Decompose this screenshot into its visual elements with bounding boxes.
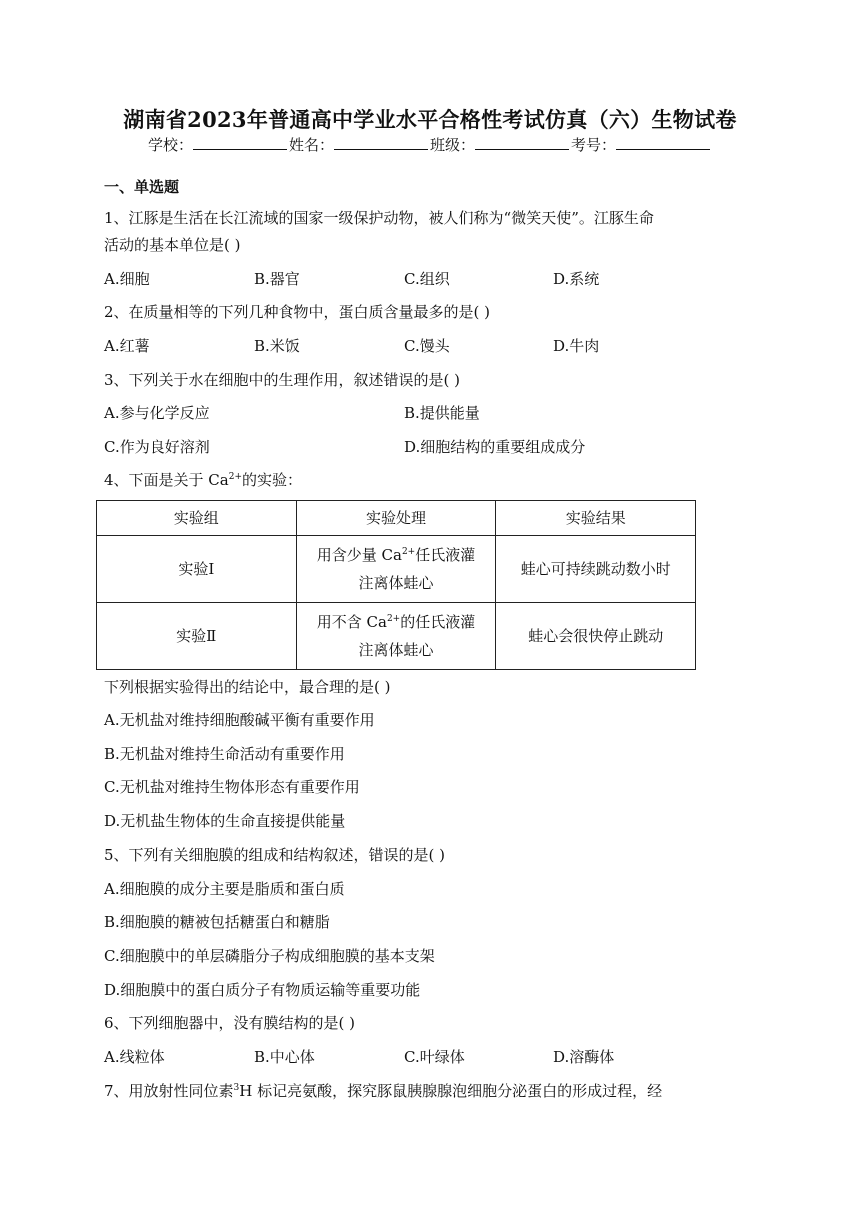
experiment-table	[96, 500, 696, 670]
q4-option-b: B.无机盐对维持生命活动有重要作用	[104, 745, 345, 763]
table-header-row	[97, 501, 696, 536]
treatment-text: 的任氏液灌	[400, 613, 476, 631]
q4-option-d: D.无机盐生物体的生命直接提供能量	[104, 812, 346, 830]
q4-intro	[104, 469, 302, 490]
table-cell-treatment	[296, 536, 496, 603]
q6-option-b: B.中心体	[254, 1048, 315, 1066]
table-cell-result: 蛙心会很快停止跳动	[496, 603, 696, 670]
q4-intro-tail: 的实验：	[242, 471, 303, 489]
q3-stem: 3、下列关于水在细胞中的生理作用，叙述错误的是( )	[104, 371, 461, 389]
class-blank[interactable]	[475, 135, 569, 150]
table-header-cell: 实验结果	[496, 501, 696, 536]
treatment-sup: 2+	[401, 547, 416, 557]
q3-option-b: B.提供能量	[404, 404, 480, 422]
q2-option-c: C.馒头	[404, 337, 450, 355]
q7-text: 7、用放射性同位素	[104, 1082, 234, 1100]
q7-text-tail: H 标记亮氨酸，探究豚鼠胰腺腺泡细胞分泌蛋白的形成过程，经	[239, 1082, 663, 1100]
id-label: 考号：	[571, 136, 617, 154]
q3-option-d: D.细胞结构的重要组成成分	[404, 438, 586, 456]
q2-option-d: D.牛肉	[553, 337, 600, 355]
q4-intro-sup: 2+	[228, 472, 243, 482]
table-cell-group: 实验Ⅰ	[97, 536, 297, 603]
q4-option-a: A.无机盐对维持细胞酸碱平衡有重要作用	[104, 711, 375, 729]
q3-option-c: C.作为良好溶剂	[104, 438, 210, 456]
q4-option-c: C.无机盐对维持生物体形态有重要作用	[104, 778, 360, 796]
q4-question: 下列根据实验得出的结论中，最合理的是( )	[104, 678, 391, 696]
q1-stem-line1: 1、江豚是生活在长江流域的国家一级保护动物，被人们称为“微笑天使”。江豚生命	[104, 209, 654, 227]
q3-option-a: A.参与化学反应	[104, 404, 210, 422]
table-cell-group: 实验Ⅱ	[97, 603, 297, 670]
q5-stem: 5、下列有关细胞膜的组成和结构叙述，错误的是( )	[104, 846, 446, 864]
q5-option-a: A.细胞膜的成分主要是脂质和蛋白质	[104, 880, 345, 898]
treatment-text: 任氏液灌	[415, 546, 476, 564]
q6-option-d: D.溶酶体	[553, 1048, 615, 1066]
table-header-cell: 实验处理	[296, 501, 496, 536]
q7-sup: 3	[233, 1083, 240, 1093]
table-row	[97, 536, 696, 603]
q1-option-a: A.细胞	[104, 270, 150, 288]
q2-option-a: A.红薯	[104, 337, 150, 355]
student-info-line	[0, 134, 860, 155]
name-label: 姓名：	[288, 136, 334, 154]
q7-stem	[104, 1080, 662, 1101]
school-blank[interactable]	[193, 135, 287, 150]
table-header-cell: 实验组	[97, 501, 297, 536]
table-cell-treatment	[296, 603, 496, 670]
table-cell-result: 蛙心可持续跳动数小时	[496, 536, 696, 603]
q6-option-c: C.叶绿体	[404, 1048, 465, 1066]
q1-option-d: D.系统	[553, 270, 600, 288]
treatment-text-line2: 注离体蛙心	[358, 574, 434, 592]
section-title: 一、单选题	[104, 178, 180, 196]
q6-option-a: A.线粒体	[104, 1048, 165, 1066]
treatment-sup: 2+	[386, 614, 401, 624]
q5-option-b: B.细胞膜的糖被包括糖蛋白和糖脂	[104, 913, 330, 931]
q1-stem-line2: 活动的基本单位是( )	[104, 236, 241, 254]
class-label: 班级：	[430, 136, 476, 154]
q2-option-b: B.米饭	[254, 337, 300, 355]
treatment-text: 用含少量 Ca	[316, 546, 402, 564]
table-row	[97, 603, 696, 670]
q5-option-d: D.细胞膜中的蛋白质分子有物质运输等重要功能	[104, 981, 421, 999]
treatment-text: 用不含 Ca	[316, 613, 387, 631]
q6-stem: 6、下列细胞器中，没有膜结构的是( )	[104, 1014, 356, 1032]
page-title: 湖南省2023年普通高中学业水平合格性考试仿真（六）生物试卷	[123, 107, 737, 132]
school-label: 学校：	[147, 136, 193, 154]
q4-intro-text: 4、下面是关于 Ca	[104, 471, 229, 489]
q1-option-c: C.组织	[404, 270, 450, 288]
id-blank[interactable]	[616, 135, 710, 150]
q2-stem: 2、在质量相等的下列几种食物中，蛋白质含量最多的是( )	[104, 303, 491, 321]
name-blank[interactable]	[334, 135, 428, 150]
treatment-text-line2: 注离体蛙心	[358, 641, 434, 659]
q1-option-b: B.器官	[254, 270, 300, 288]
q5-option-c: C.细胞膜中的单层磷脂分子构成细胞膜的基本支架	[104, 947, 435, 965]
